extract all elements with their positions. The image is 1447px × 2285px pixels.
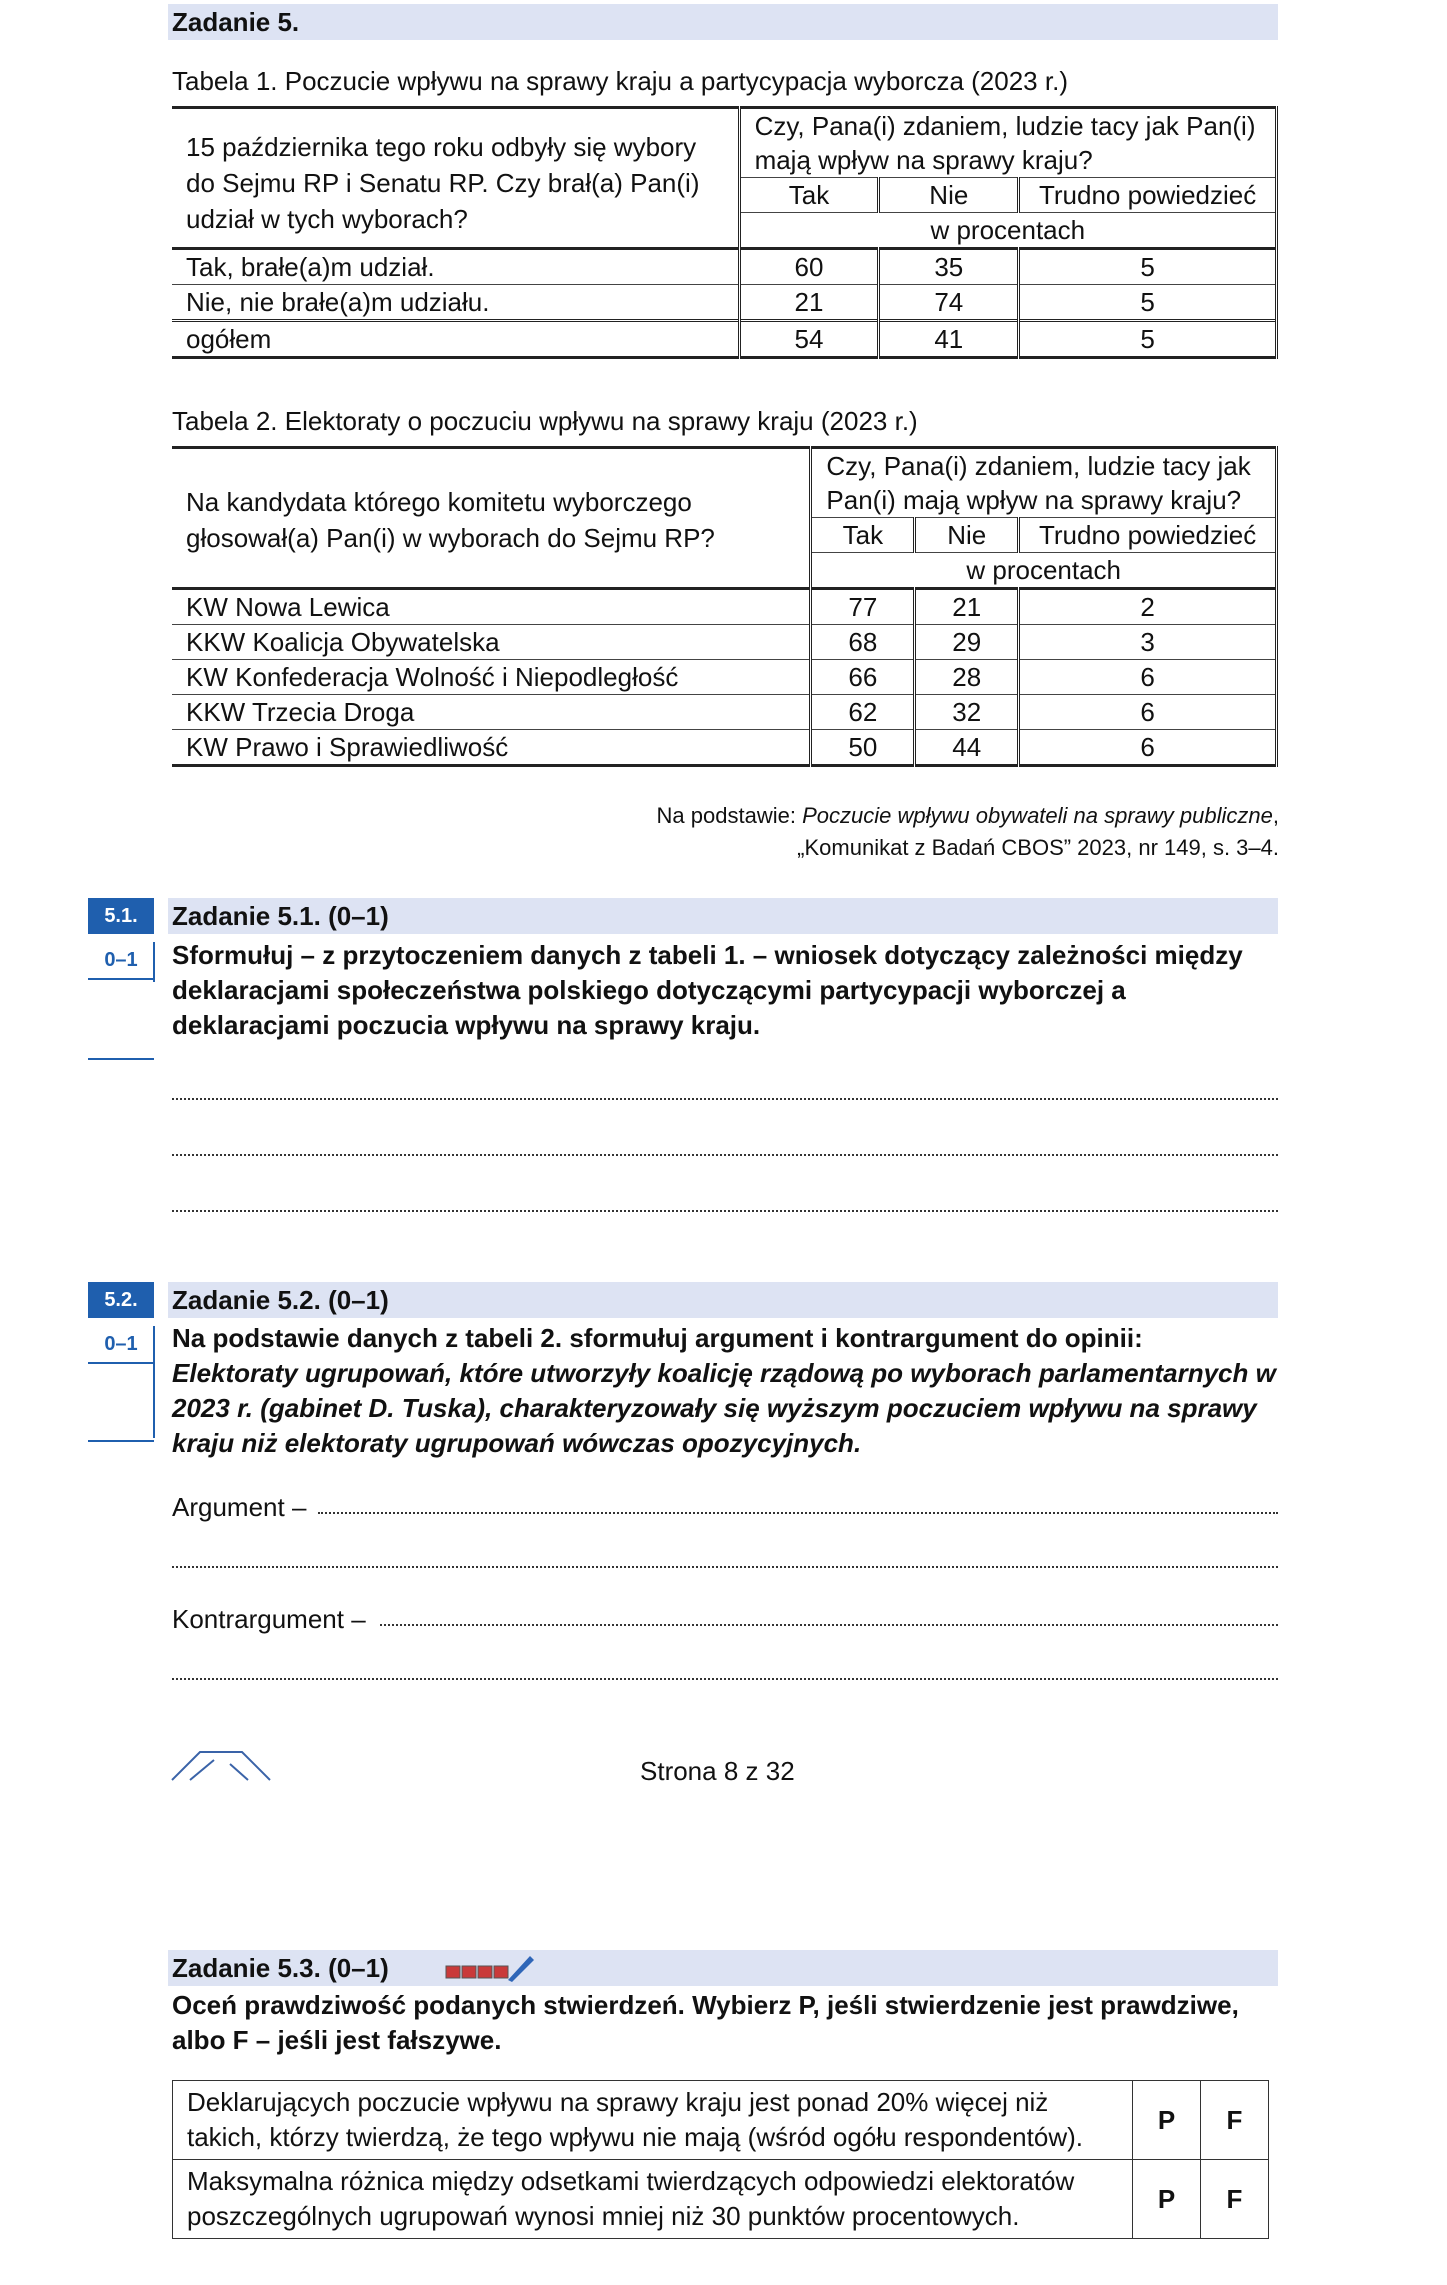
table2-cell: 66 [811, 660, 915, 695]
pencil-icon [442, 1952, 538, 1986]
table1-cell: 21 [739, 285, 879, 321]
pf-table [172, 2080, 1269, 2239]
task-title-5-3: Zadanie 5.3. (0–1) [172, 1953, 389, 1983]
score-divider [153, 942, 155, 982]
answer-line[interactable] [172, 1674, 1278, 1680]
table1-question: 15 października tego roku odbyły się wybory do Sejmu RP i Senatu RP. Czy brał(a) Pan(i) udział w tych wyborach? [172, 108, 739, 249]
table2 [172, 446, 1278, 767]
table1-cell: 5 [1019, 249, 1277, 285]
answer-line[interactable] [172, 1094, 1278, 1100]
argument-label: Argument – [172, 1492, 307, 1522]
opinion-text: Elektoraty ugrupowań, które utworzyły koalicję rządową po wyborach parlamentarnych w 2023 r. (gabinet D. Tuska), charakteryzowały się wyższym poczuciem wpływu na sprawy kraju niż elektoraty ugrupowań wówczas opozycyjnych. [172, 1358, 1276, 1458]
table2-col-trudno: Trudno powiedzieć [1019, 518, 1277, 553]
score-5-2: 0–1 [88, 1326, 154, 1364]
table2-cell: 68 [811, 625, 915, 660]
table2-cell: 29 [915, 625, 1019, 660]
table2-row-label: KW Konfederacja Wolność i Niepodległość [172, 660, 811, 695]
answer-line[interactable] [172, 1150, 1278, 1156]
table1-cell: 41 [879, 321, 1019, 358]
task-number-5-1: 5.1. [88, 898, 154, 934]
table2-cell: 32 [915, 695, 1019, 730]
score-divider [153, 1326, 155, 1438]
table2-cell: 28 [915, 660, 1019, 695]
table2-cell: 6 [1019, 660, 1277, 695]
table2-unit: w procentach [811, 553, 1277, 589]
table2-cell: 3 [1019, 625, 1277, 660]
section-band [168, 4, 1278, 40]
p-option[interactable]: P [1133, 2081, 1201, 2160]
table1-cell: 35 [879, 249, 1019, 285]
task-prompt-5-3: Oceń prawdziwość podanych stwierdzeń. Wybierz P, jeśli stwierdzenie jest prawdziwe, albo F – jeśli jest fałszywe. [172, 1990, 1239, 2055]
table2-question: Na kandydata którego komitetu wyborczego głosował(a) Pan(i) w wyborach do Sejmu RP? [172, 448, 811, 589]
table1-cell: 74 [879, 285, 1019, 321]
table2-row-label: KKW Koalicja Obywatelska [172, 625, 811, 660]
table2-cell: 77 [811, 589, 915, 625]
section-title: Zadanie 5. [172, 7, 300, 37]
score-box-line [88, 1440, 154, 1442]
source-line2: „Komunikat z Badań CBOS” 2023, nr 149, s. 3–4. [797, 835, 1279, 860]
table1-cell: 5 [1019, 285, 1277, 321]
table2-cell: 21 [915, 589, 1019, 625]
table2-cell: 44 [915, 730, 1019, 766]
table2-row-label: KW Nowa Lewica [172, 589, 811, 625]
table1-caption: Tabela 1. Poczucie wpływu na sprawy kraju a partycypacja wyborcza (2023 r.) [172, 66, 1068, 96]
f-option[interactable]: F [1201, 2160, 1269, 2239]
statement: Maksymalna różnica między odsetkami twierdzących odpowiedzi elektoratów poszczególnych ugrupowań wynosi mniej niż 30 punktów procentowych. [173, 2160, 1133, 2239]
table1-row-label: Tak, brałe(a)m udział. [172, 249, 739, 285]
table1-col-tak: Tak [739, 178, 879, 213]
page-number: Strona 8 z 32 [640, 1756, 795, 1786]
task-prompt-5-2-text: Na podstawie danych z tabeli 2. sformułuj argument i kontrargument do opinii: [172, 1323, 1143, 1353]
p-option[interactable]: P [1133, 2160, 1201, 2239]
exam-logo-icon [170, 1746, 290, 1786]
exam-logo [170, 1746, 290, 1786]
table2-cell: 6 [1019, 730, 1277, 766]
source-suffix: , [1272, 803, 1279, 828]
table1-col-trudno: Trudno powiedzieć [1019, 178, 1277, 213]
task-number-5-2: 5.2. [88, 1282, 154, 1318]
statement: Deklarujących poczucie wpływu na sprawy kraju jest ponad 20% więcej niż takich, którzy twierdzą, że tego wpływu nie mają (wśród ogółu respondentów). [173, 2081, 1133, 2160]
table2-cell: 62 [811, 695, 915, 730]
task-prompt-5-2 [172, 1321, 1282, 1461]
table2-col-nie: Nie [915, 518, 1019, 553]
score-box-line [88, 1058, 154, 1060]
answer-line[interactable] [172, 1562, 1278, 1568]
table1 [172, 106, 1278, 359]
table2-row-label: KW Prawo i Sprawiedliwość [172, 730, 811, 766]
counterargument-label: Kontrargument – [172, 1604, 366, 1634]
source-note [657, 800, 1279, 864]
table2-cell: 50 [811, 730, 915, 766]
table2-col-question: Czy, Pana(i) zdaniem, ludzie tacy jak Pan(i) mają wpływ na sprawy kraju? [811, 448, 1277, 518]
table2-col-tak: Tak [811, 518, 915, 553]
f-option[interactable]: F [1201, 2081, 1269, 2160]
source-title: Poczucie wpływu obywateli na sprawy publiczne [802, 803, 1273, 828]
task-title-5-2: Zadanie 5.2. (0–1) [172, 1285, 389, 1315]
table2-cell: 2 [1019, 589, 1277, 625]
table1-row-label: Nie, nie brałe(a)m udziału. [172, 285, 739, 321]
table1-cell: 5 [1019, 321, 1277, 358]
table1-row-label: ogółem [172, 321, 739, 358]
score-5-1: 0–1 [88, 942, 154, 980]
table2-cell: 6 [1019, 695, 1277, 730]
table1-cell: 60 [739, 249, 879, 285]
task-title-5-1: Zadanie 5.1. (0–1) [172, 901, 389, 931]
table1-unit: w procentach [739, 213, 1276, 249]
source-prefix: Na podstawie: [656, 803, 803, 828]
counterargument-line[interactable] [380, 1620, 1278, 1626]
table2-caption: Tabela 2. Elektoraty o poczuciu wpływu na sprawy kraju (2023 r.) [172, 406, 918, 436]
table2-row-label: KKW Trzecia Droga [172, 695, 811, 730]
argument-line[interactable] [318, 1508, 1278, 1514]
table1-col-nie: Nie [879, 178, 1019, 213]
table1-col-question: Czy, Pana(i) zdaniem, ludzie tacy jak Pan(i) mają wpływ na sprawy kraju? [739, 108, 1276, 178]
table1-cell: 54 [739, 321, 879, 358]
task-prompt-5-1: Sformułuj – z przytoczeniem danych z tabeli 1. – wniosek dotyczący zależności między deklaracjami społeczeństwa polskiego dotyczącymi partycypacji wyborczej a deklaracjami poczucia wpływu na sprawy kraju. [172, 940, 1243, 1040]
answer-line[interactable] [172, 1206, 1278, 1212]
